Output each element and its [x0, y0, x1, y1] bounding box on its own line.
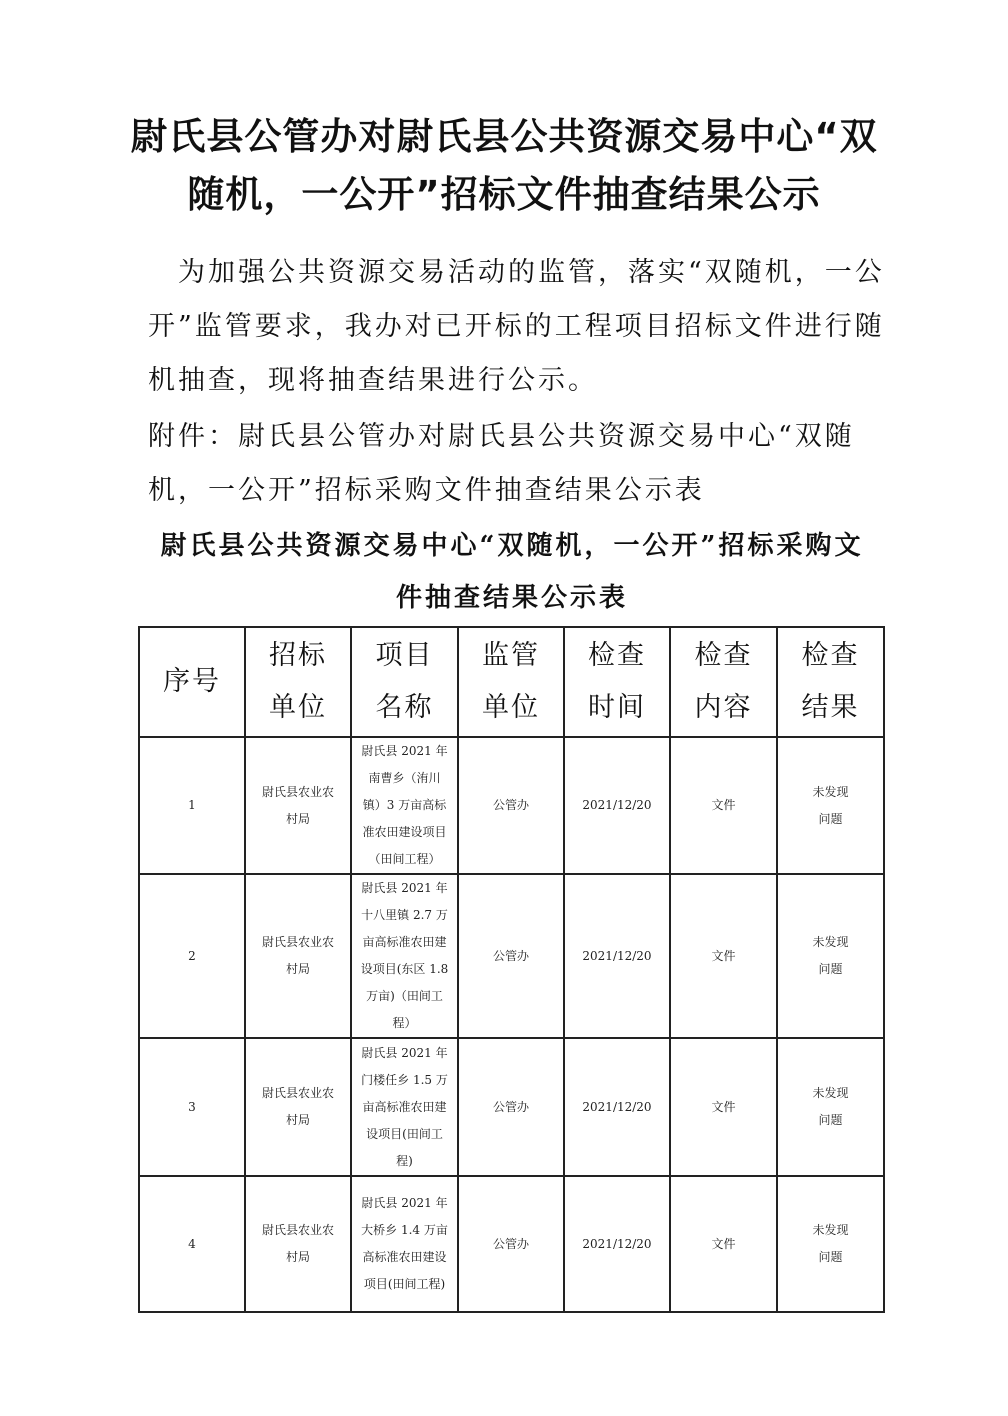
- cell-result: 未发现问题: [777, 874, 884, 1038]
- header-project: 项目名称: [351, 627, 458, 737]
- cell-no: 4: [139, 1176, 245, 1312]
- cell-project: 尉氏县 2021 年南曹乡（洧川镇）3 万亩高标准农田建设项目（田间工程）: [351, 737, 458, 874]
- cell-content: 文件: [670, 1176, 777, 1312]
- header-date: 检查时间: [564, 627, 670, 737]
- cell-content: 文件: [670, 737, 777, 874]
- cell-result: 未发现问题: [777, 737, 884, 874]
- results-table: [138, 626, 885, 1313]
- cell-no: 3: [139, 1038, 245, 1176]
- cell-unit: 尉氏县农业农村局: [245, 1038, 351, 1176]
- body-paragraph: 为加强公共资源交易活动的监管，落实“双随机，一公开”监管要求，我办对已开标的工程项目招标文件进行随机抽查，现将抽查结果进行公示。: [148, 257, 885, 396]
- table-row: [139, 874, 884, 1038]
- table-row: [139, 1176, 884, 1312]
- cell-project: 尉氏县 2021 年十八里镇 2.7 万亩高标准农田建设项目(东区 1.8 万亩)（田间工程）: [351, 874, 458, 1038]
- cell-result: 未发现问题: [777, 1176, 884, 1312]
- attachment-note: 附件：尉氏县公管办对尉氏县公共资源交易中心“双随机，一公开”招标采购文件抽查结果公示表: [148, 421, 855, 506]
- header-supervisor: 监管单位: [458, 627, 564, 737]
- document-title: 尉氏县公管办对尉氏县公共资源交易中心“双随机，一公开”招标文件抽查结果公示: [130, 115, 878, 216]
- cell-date: 2021/12/20: [564, 1038, 670, 1176]
- cell-content: 文件: [670, 1038, 777, 1176]
- cell-supervisor: 公管办: [458, 874, 564, 1038]
- cell-unit: 尉氏县农业农村局: [245, 874, 351, 1038]
- cell-no: 2: [139, 874, 245, 1038]
- table-row: [139, 737, 884, 874]
- table-header-row: [139, 627, 884, 737]
- cell-unit: 尉氏县农业农村局: [245, 1176, 351, 1312]
- header-result: 检查结果: [777, 627, 884, 737]
- table-row: [139, 1038, 884, 1176]
- table-title: 尉氏县公共资源交易中心“双随机，一公开”招标采购文件抽查结果公示表: [160, 531, 864, 613]
- header-unit: 招标单位: [245, 627, 351, 737]
- cell-date: 2021/12/20: [564, 1176, 670, 1312]
- cell-project: 尉氏县 2021 年大桥乡 1.4 万亩高标准农田建设项目(田间工程): [351, 1176, 458, 1312]
- cell-supervisor: 公管办: [458, 1176, 564, 1312]
- header-content: 检查内容: [670, 627, 777, 737]
- cell-content: 文件: [670, 874, 777, 1038]
- cell-date: 2021/12/20: [564, 874, 670, 1038]
- cell-supervisor: 公管办: [458, 737, 564, 874]
- cell-no: 1: [139, 737, 245, 874]
- cell-project: 尉氏县 2021 年门楼任乡 1.5 万亩高标准农田建设项目(田间工程): [351, 1038, 458, 1176]
- cell-result: 未发现问题: [777, 1038, 884, 1176]
- cell-supervisor: 公管办: [458, 1038, 564, 1176]
- cell-unit: 尉氏县农业农村局: [245, 737, 351, 874]
- cell-date: 2021/12/20: [564, 737, 670, 874]
- header-no: 序号: [139, 627, 245, 737]
